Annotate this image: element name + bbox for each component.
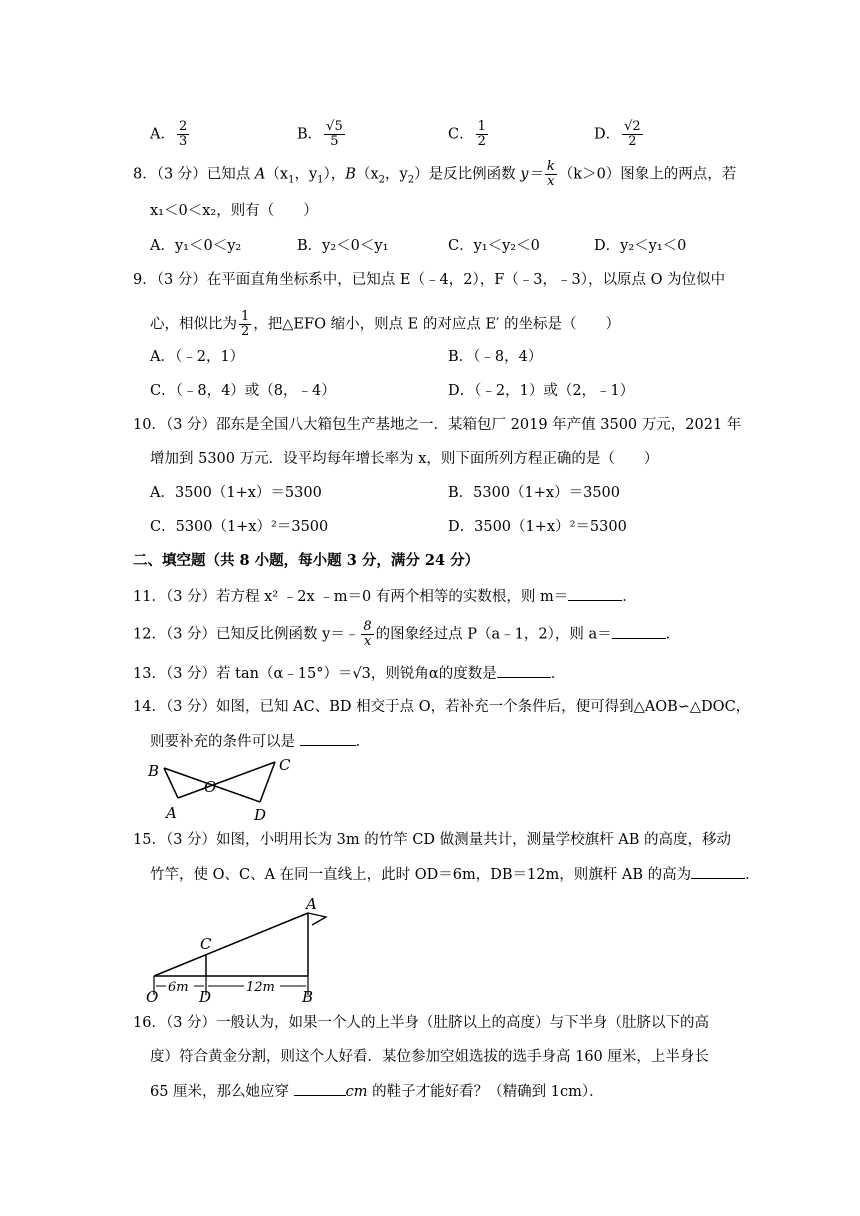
label-d: D	[199, 988, 212, 1005]
q10-option-a: A．3500（1+x）＝5300	[150, 485, 322, 501]
q8-stem-line2: x₁＜0＜x₂，则有（ ）	[150, 203, 318, 219]
q7-option-a	[150, 120, 191, 149]
label-c: C	[200, 935, 212, 953]
label-b: B	[302, 988, 314, 1005]
q10-option-c: C．5300（1+x）²＝3500	[150, 519, 329, 535]
q7-option-c	[448, 120, 490, 149]
fraction: $\frac{√2}{2}$	[624, 119, 641, 149]
q9-stem-line1: 9．（3 分）在平面直角坐标系中，已知点 E（﹣4，2），F（﹣3，﹣3），以原点 O 为位似中	[133, 272, 726, 288]
q7-option-d	[594, 120, 645, 149]
q13: 13．（3 分）若 tan（α﹣15°）＝√3，则锐角α的度数是 ．	[133, 663, 565, 684]
q10-option-d: D．3500（1+x）²＝5300	[448, 519, 627, 535]
fraction: $\frac{k}{x}$	[546, 159, 555, 189]
q10-stem-line2: 增加到 5300 万元．设平均每年增长率为 x，则下面所列方程正确的是（ ）	[150, 451, 659, 467]
q8-option-d: D．y₂＜y₁＜0	[594, 238, 687, 254]
q8-stem-line1: 8．（3 分）已知点 $A(x_1$，$y_1$），$B(x_2$，$y_2$）是反比例函数 y＝ $\frac{k}{x}$ （k＞0）图象上的两点，若	[133, 159, 737, 189]
q15-stem-line2: 竹竿，使 O、C、A 在同一直线上，此时 OD＝6m，DB＝12m，则旗杆 AB 的高为 ．	[150, 864, 760, 885]
segment-ac	[178, 762, 275, 798]
fraction: $\frac{8}{x}$	[363, 619, 372, 649]
q15-figure	[142, 893, 342, 1005]
option-letter: D．	[594, 126, 621, 143]
q7-option-b	[297, 120, 347, 149]
label-c: C	[279, 756, 291, 774]
option-letter: B．	[297, 126, 323, 143]
q9-option-d: D．（﹣2，1）或（2，﹣1）	[448, 383, 635, 399]
q8-option-a: A．y₁＜0＜y₂	[150, 238, 242, 254]
q9-option-a: A．（﹣2，1）	[150, 349, 245, 365]
fraction: $\frac{2}{3}$	[178, 119, 188, 149]
dim-label-od: 6m	[168, 980, 189, 995]
answer-blank	[300, 731, 356, 746]
label-b: B	[148, 762, 160, 780]
fraction: $\frac{1}{2}$	[241, 309, 250, 339]
answer-blank	[568, 586, 622, 601]
option-letter: C．	[448, 126, 474, 143]
fraction: $\frac{1}{2}$	[477, 119, 486, 149]
q12: 12．（3 分）已知反比例函数 y＝﹣ $\frac{8}{x}$ 的图象经过点 P（a﹣1，2），则 a＝ ．	[133, 619, 681, 649]
answer-blank	[497, 663, 551, 678]
option-letter: A．	[150, 126, 175, 143]
q14-figure	[144, 756, 304, 824]
label-o: O	[204, 778, 217, 796]
q9-stem-line2: 心，相似比为 $\frac{1}{2}$ ，把△EFO 缩小，则点 E 的对应点 E′ 的坐标是（ ）	[150, 309, 620, 339]
label-a: A	[306, 895, 317, 913]
dim-label-db: 12m	[246, 980, 275, 995]
q14-stem-line2: 则要补充的条件可以是 ．	[150, 731, 370, 752]
q9-option-b: B．（﹣8，4）	[448, 349, 543, 365]
q11: 11．（3 分）若方程 x² ﹣2x ﹣m＝0 有两个相等的实数根，则 m＝ ．	[133, 586, 637, 607]
q10-option-b: B．5300（1+x）＝3500	[448, 485, 621, 501]
label-o: O	[146, 988, 159, 1005]
label-a: A	[166, 804, 177, 822]
q14-stem-line1: 14．（3 分）如图，已知 AC、BD 相交于点 O，若补充一个条件后，便可得到△AOB∽△DOC，	[133, 699, 751, 715]
flag	[308, 913, 326, 925]
q10-stem-line1: 10．（3 分）邵东是全国八大箱包生产基地之一．某箱包厂 2019 年产值 3500 万元，2021 年	[133, 417, 742, 433]
q9-option-c: C．（﹣8，4）或（8，﹣4）	[150, 383, 336, 399]
q16-stem-line1: 16．（3 分）一般认为，如果一个人的上半身（肚脐以上的高度）与下半身（肚脐以下的高	[133, 1015, 710, 1031]
answer-blank	[612, 624, 666, 639]
q16-stem-line2: 度）符合黄金分割，则这个人好看．某位参加空姐选拔的选手身高 160 厘米，上半身长	[150, 1049, 709, 1065]
label-d: D	[254, 806, 267, 824]
answer-blank	[294, 1081, 346, 1096]
q8-option-c: C．y₁＜y₂＜0	[448, 238, 540, 254]
q16-stem-line3: 65 厘米，那么她应穿 cm 的鞋子才能好看？（精确到 1cm）．	[150, 1081, 604, 1102]
segment-cd	[260, 762, 275, 802]
fraction: $\frac{√5}{5}$	[326, 119, 343, 149]
q8-option-b: B．y₂＜0＜y₁	[297, 238, 389, 254]
section-heading: 二、填空题（共 8 小题，每小题 3 分，满分 24 分）	[133, 552, 480, 569]
sight-line	[154, 913, 308, 976]
q15-stem-line1: 15．（3 分）如图，小明用长为 3m 的竹竿 CD 做测量共计，测量学校旗杆 AB 的高度，移动	[133, 832, 732, 848]
answer-blank	[691, 864, 745, 879]
